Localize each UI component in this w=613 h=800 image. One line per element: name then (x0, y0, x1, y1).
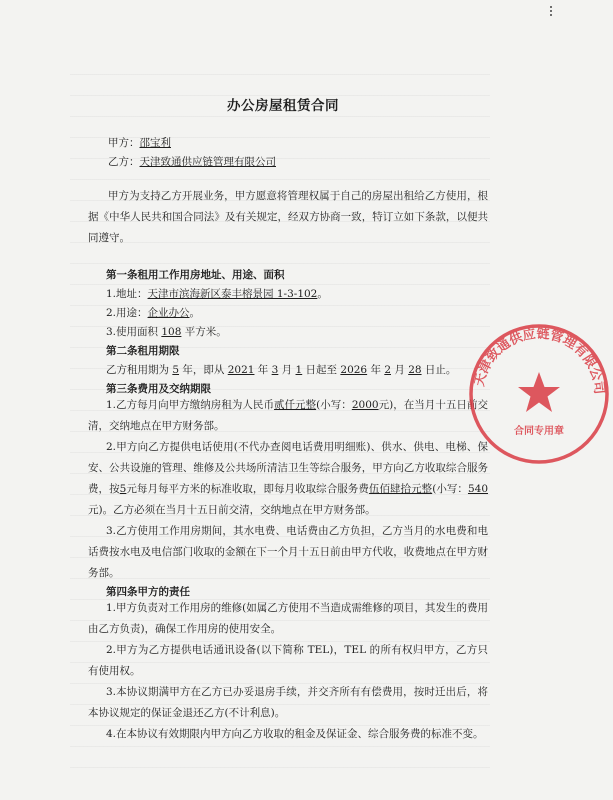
party-a-label: 甲方： (108, 137, 140, 149)
section-2-heading: 第二条租用期限 (106, 345, 180, 357)
address-end: 。 (317, 288, 328, 300)
term-text-7: 月 (391, 364, 409, 376)
term-text-4: 月 (278, 364, 296, 376)
end-month: 2 (384, 364, 391, 376)
fee-2-text-d: 元)。乙方必须在当月十五日前交清，交纳地点在甲方财务部。 (88, 504, 376, 516)
use-value: 企业办公 (147, 307, 190, 319)
duty-clause-4: 4.在本协议有效期限内甲方向乙方收取的租金及保证金、综合服务费的标准不变。 (106, 728, 484, 740)
end-day: 28 (408, 364, 422, 376)
service-rate: 5 (119, 483, 127, 495)
intro-paragraph: 甲方为支持乙方开展业务，甲方愿意将管理权属于自己的房屋出租给乙方使用，根据《中华人民共和国合同法》及有关规定，经双方协商一致，特订立如下条款，以便共同遵守。 (88, 190, 488, 244)
start-year: 2021 (227, 364, 255, 376)
term-text-6: 年 (367, 364, 385, 376)
party-b-label: 乙方： (108, 156, 140, 168)
section-3-heading: 第三条费用及交纳期限 (106, 383, 211, 395)
service-fee-cn: 伍佰肆拾元整 (368, 483, 433, 495)
fee-2-text-a: 2.甲方向乙方提供电话使用(不代办查阅电话费用明细账)、供水、供电、电梯、保安、公共设施的管理、维修及公共场所清洁卫生等综合服务，甲方向乙方收取综合服务费，按 (88, 441, 488, 495)
rent-amount: 2000 (351, 399, 379, 411)
use-end: 。 (189, 307, 201, 319)
fee-2-text-c: (小写： (432, 483, 468, 495)
party-b-value: 天津致通供应链管理有限公司 (139, 156, 276, 168)
fee-2-text-b: 元每月每平方米的标准收取，即每月收取综合服务费 (126, 483, 369, 495)
term-text-3: 年 (254, 364, 272, 376)
section-1-heading: 第一条租用工作用房地址、用途、面积 (106, 269, 285, 281)
use-label: 2.用途： (106, 307, 148, 319)
duty-clause-2: 2.甲方为乙方提供电话通讯设备(以下简称 TEL)，TEL 的所有权归甲方，乙方只有使用权。 (88, 644, 488, 677)
service-fee: 540 (467, 483, 489, 495)
party-a-value: 邵宝利 (139, 137, 171, 149)
term-text-2: 年，即从 (179, 364, 228, 376)
seal-center-text: 合同专用章 (514, 426, 564, 437)
seal-star-icon (518, 372, 560, 412)
fee-1-text-c: 元)，在当月十五日前交清，交纳地点在甲方财务部。 (88, 399, 488, 432)
fee-1-text-b: (小写： (316, 399, 352, 411)
bleed-through-texture (70, 60, 490, 780)
duty-clause-1: 1.甲方负责对工作用房的维修(如属乙方使用不当造成需维修的项目，其发生的费用由乙方负责)，确保工作用房的使用安全。 (88, 602, 488, 635)
term-text-8: 日止。 (421, 364, 457, 376)
section-4-heading: 第四条甲方的责任 (106, 586, 190, 598)
end-year: 2026 (340, 364, 368, 376)
term-years: 5 (172, 364, 180, 376)
address-label: 1.地址： (106, 288, 148, 300)
fee-clause-3: 3.乙方使用工作用房期间，其水电费、电话费由乙方负担，乙方当月的水电费和电话费按水电及电信部门收取的金额在下一个月十五日前由甲方代收，收费地点在甲方财务部。 (88, 525, 488, 579)
start-day: 1 (295, 364, 303, 376)
rent-amount-cn: 贰仟元整 (273, 399, 317, 411)
duty-clause-3: 3.本协议期满甲方在乙方已办妥退房手续，并交齐所有有偿费用，按时迁出后，将本协议规定的保证金退还乙方(不计利息)。 (88, 686, 488, 719)
term-text-1: 乙方租用期为 (106, 364, 173, 376)
scan-marks (546, 4, 556, 22)
area-suffix: 平方米。 (181, 326, 227, 338)
company-seal (465, 320, 613, 468)
area-value: 108 (161, 326, 182, 338)
area-prefix: 3.使用面积 (106, 326, 162, 338)
term-text-5: 日起至 (302, 364, 341, 376)
document-title: 办公房屋租赁合同 (227, 98, 339, 114)
seal-ring-text: 天津致通供应链管理有限公司 (472, 326, 607, 396)
start-month: 3 (271, 364, 279, 376)
fee-1-text-a: 1.乙方每月向甲方缴纳房租为人民币 (106, 399, 274, 411)
address-value: 天津市滨海新区泰丰榕景园 1-3-102 (147, 288, 318, 300)
